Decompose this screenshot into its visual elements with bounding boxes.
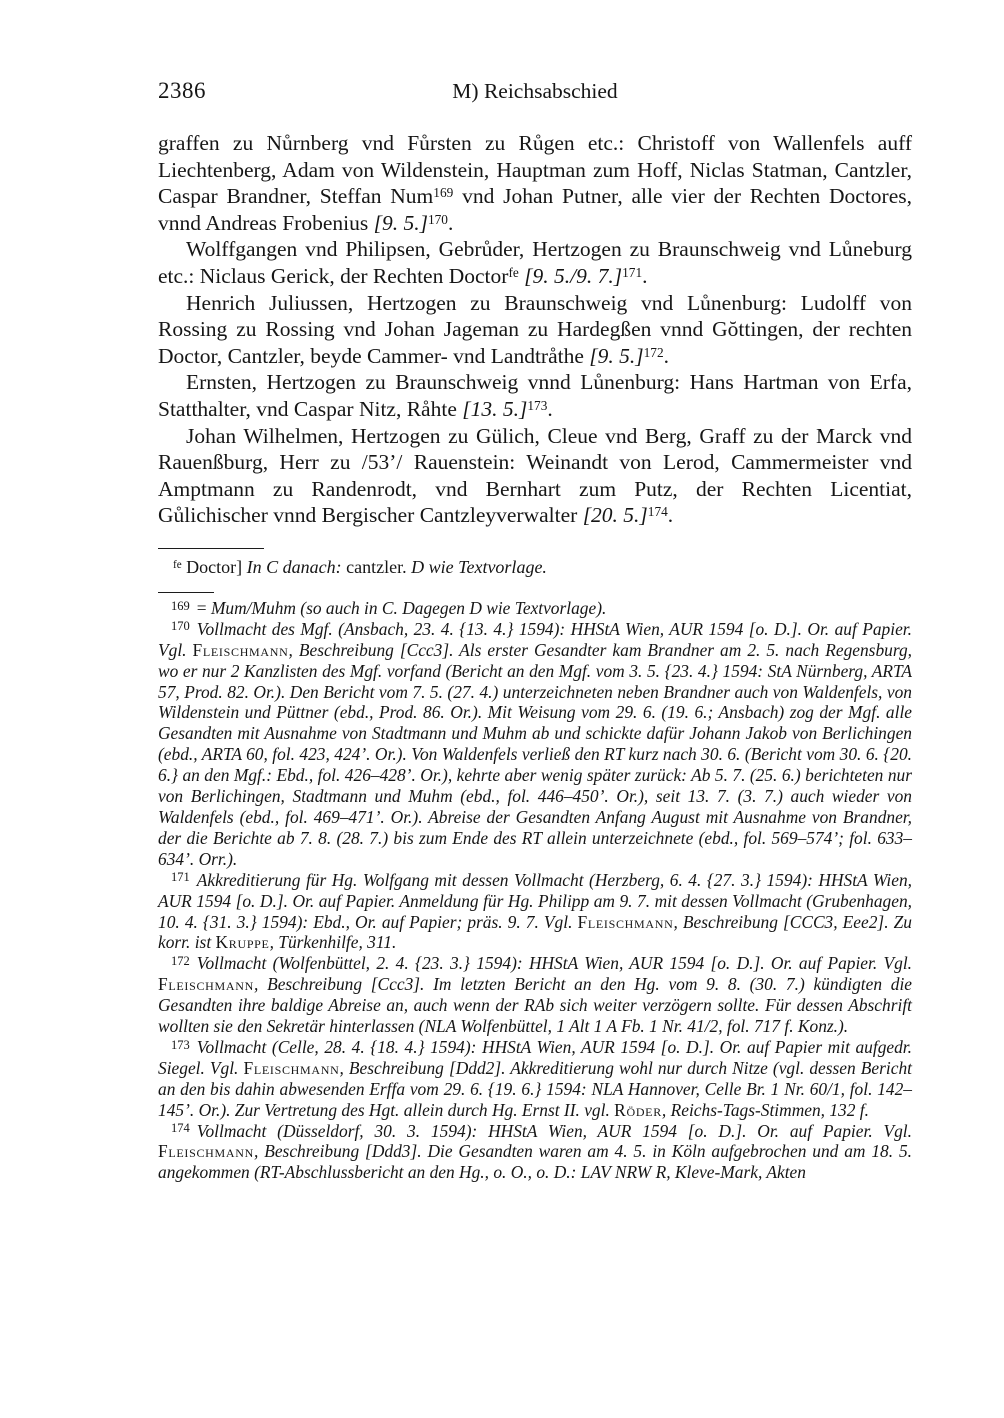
- body-paragraph-4: Ernsten, Hertzogen zu Braunschweig vnnd Lůnenburg: Hans Hartman von Erfa, Statthalter, vnd Caspar Nitz, Råhte [13. 5.]$^{173}$.: [158, 370, 912, 421]
- footnote-text: Vollmacht des Mgf. (Ansbach, 23. 4. {13. 4.} 1594): HHStA Wien, AUR 1594 [o. D.]. Or. auf Papier. Vgl. Fleischmann, Beschreibung [Ccc3]. Als erster Gesandter kam Brandner am 2. 5. nach Regensburg, wo er nur 2 Kanzlisten des Mgf. vorfand (Bericht an den Mgf. vom 3. 5. {23. 4.} 1594: StA Nürnberg, ARTA 57, Prod. 82. Or.). Den Bericht vom 7. 5. (27. 4.) unterzeichneten neben Brandner auch von Waldenfels, von Wildenstein und Püttner (ebd., Prod. 86. Or.). Mit Weisung vom 29. 6. (19. 6.; Ansbach) zog der Mgf. alle Gesandten mit Ausnahme von Stadtmann und Muhm ab und schickte dafür Johann Jakob von Berlichingen (ebd., ARTA 60, fol. 423, 424’. Or.). Von Waldenfels verließ den RT kurz nach 30. 6. (Bericht vom 30. 6. {20. 6.} an den Mgf.: Ebd., fol. 426–428’. Or.), kehrte aber wenig später zurück: Ab 5. 7. (25. 6.) berichteten nur von Berlichingen, Stadtmann und Muhm (ebd., fol. 446–450’. Or.), seit 13. 7. (3. 7.) auch wieder von Waldenfels (ebd., fol. 469–471’. Or.). Abreise der Gesandten Anfang August mit Ausnahme von Brandner, der die Berichte ab 7. 8. (28. 7.) bis zum Ende des RT allein unterzeichnete (ebd., fol. 569–574’; fol. 633–634’. Orr.).: [158, 618, 912, 869]
- footnote-text: Vollmacht (Düsseldorf, 30. 3. 1594): HHStA Wien, AUR 1594 [o. D.]. Or. auf Papier. Vgl. Fleischmann, Beschreibung [Ddd3]. Die Gesandten waren am 4. 5. in Köln aufgebrochen und am 18. 5. angekommen (RT-Abschlussbericht an den Hg., o. O., o. D.: LAV NRW R, Kleve-Mark, Akten: [158, 1120, 912, 1183]
- footnote-170: [158, 619, 912, 870]
- footnote-172: [158, 953, 912, 1037]
- apparatus-note: $^{fe}$ Doctor] In C danach: cantzler. D wie Textvorlage.: [173, 556, 547, 577]
- body-paragraph-2: Wolffgangen vnd Philipsen, Gebrůder, Hertzogen zu Braunschweig vnd Lůneburg etc.: Niclaus Gerick, der Rechten Doctor$^{fe}$ [9. 5./9. 7.]$^{171}$.: [158, 237, 912, 288]
- footnote-text: Akkreditierung für Hg. Wolfgang mit dessen Vollmacht (Herzberg, 6. 4. {27. 3.} 1594): HHStA Wien, AUR 1594 [o. D.]. Or. auf Papier. Anmeldung für Hg. Philipp am 9. 7. mit dessen Vollmacht (Grubenhagen, 10. 4. {31. 3.} 1594): Ebd., Or. auf Papier; präs. 9. 7. Vgl. Fleischmann, Beschreibung [CCC3, Eee2]. Zu korr. ist Kruppe, Türkenhilfe, 311.: [158, 869, 912, 953]
- footnote-174: [158, 1121, 912, 1184]
- body-text: [158, 130, 912, 529]
- footnote-number: 172: [171, 953, 190, 968]
- body-paragraph-1: graffen zu Nůrnberg vnd Fůrsten zu Růgen etc.: Christoff von Wallenfels auff Liechtenberg, Adam von Wildenstein, Hauptman zum Hoff, Niclas Statman, Cantzler, Caspar Brandner, Steffan Num$^{169}$ vnd Johan Putner, alle vier der Rechten Doctores, vnnd Andreas Frobenius [9. 5.]$^{170}$.: [158, 131, 912, 235]
- footnote-173: [158, 1037, 912, 1121]
- footnote-169: [158, 598, 912, 619]
- footnote-number: 174: [171, 1121, 190, 1136]
- footnote-number: 170: [171, 619, 190, 634]
- footnotes-section: [158, 598, 912, 1183]
- footnote-text: = Mum/Muhm (so auch in C. Dagegen D wie Textvorlage).: [196, 597, 607, 618]
- footnote-text: Vollmacht (Celle, 28. 4. {18. 4.} 1594): HHStA Wien, AUR 1594 [o. D.]. Or. auf Papier mit aufgedr. Siegel. Vgl. Fleischmann, Beschreibung [Ddd2]. Akkreditierung wohl nur durch Nitze (vgl. dessen Bericht an den bis dahin abwesenden Erffa vom 29. 6. {19. 6.} 1594: NLA Hannover, Celle Br. 1 Nr. 60/1, fol. 142–145’. Or.). Zur Vertretung des Hgt. allein durch Hg. Ernst II. vgl. Röder, Reichs-Tags-Stimmen, 132 f.: [158, 1036, 912, 1120]
- page-number: 2386: [158, 78, 206, 103]
- footnote-number: 173: [171, 1037, 190, 1052]
- footnote-171: [158, 870, 912, 954]
- footnote-text: Vollmacht (Wolfenbüttel, 2. 4. {23. 3.} 1594): HHStA Wien, AUR 1594 [o. D.]. Or. auf Papier. Vgl. Fleischmann, Beschreibung [Ccc3]. Im letzten Bericht an den Hg. vom 9. 8. (30. 7.) kündigten die Gesandten ihre baldige Abreise an, auch wenn der RAb sich weiter verzögern sollte. Für dessen Abschrift wollten sie den Sekretär hinterlassen (NLA Wolfenbüttel, 1 Alt 1 A Fb. 1 Nr. 41/2, fol. 717 f. Konz.).: [158, 953, 912, 1037]
- page-header: [158, 78, 912, 108]
- footnote-number: 169: [171, 598, 190, 613]
- footnote-number: 171: [171, 870, 190, 885]
- body-paragraph-5: Johan Wilhelmen, Hertzogen zu Gülich, Cleue vnd Berg, Graff zu der Marck vnd Rauenßburg, Herr zu /53’/ Rauenstein: Weinandt von Lerod, Cammermeister vnd Amptmann zu Randenrodt, vnd Bernhart zum Putz, der Rechten Licentiat, Gůlichischer vnnd Bergischer Cantzleyverwalter [20. 5.]$^{174}$.: [158, 423, 912, 528]
- body-paragraph-3: Henrich Juliussen, Hertzogen zu Braunschweig vnd Lůnenburg: Ludolff von Rossing zu Rossing vnd Johan Jageman zu Hardegßen vnnd Gŏttingen, der rechten Doctor, Cantzler, beyde Cammer- vnd Landtråthe [9. 5.]$^{172}$.: [158, 290, 912, 368]
- apparatus-separator-rule: [158, 548, 264, 549]
- footnote-separator-rule: [158, 592, 214, 593]
- running-header: M) Reichsabschied: [452, 79, 618, 103]
